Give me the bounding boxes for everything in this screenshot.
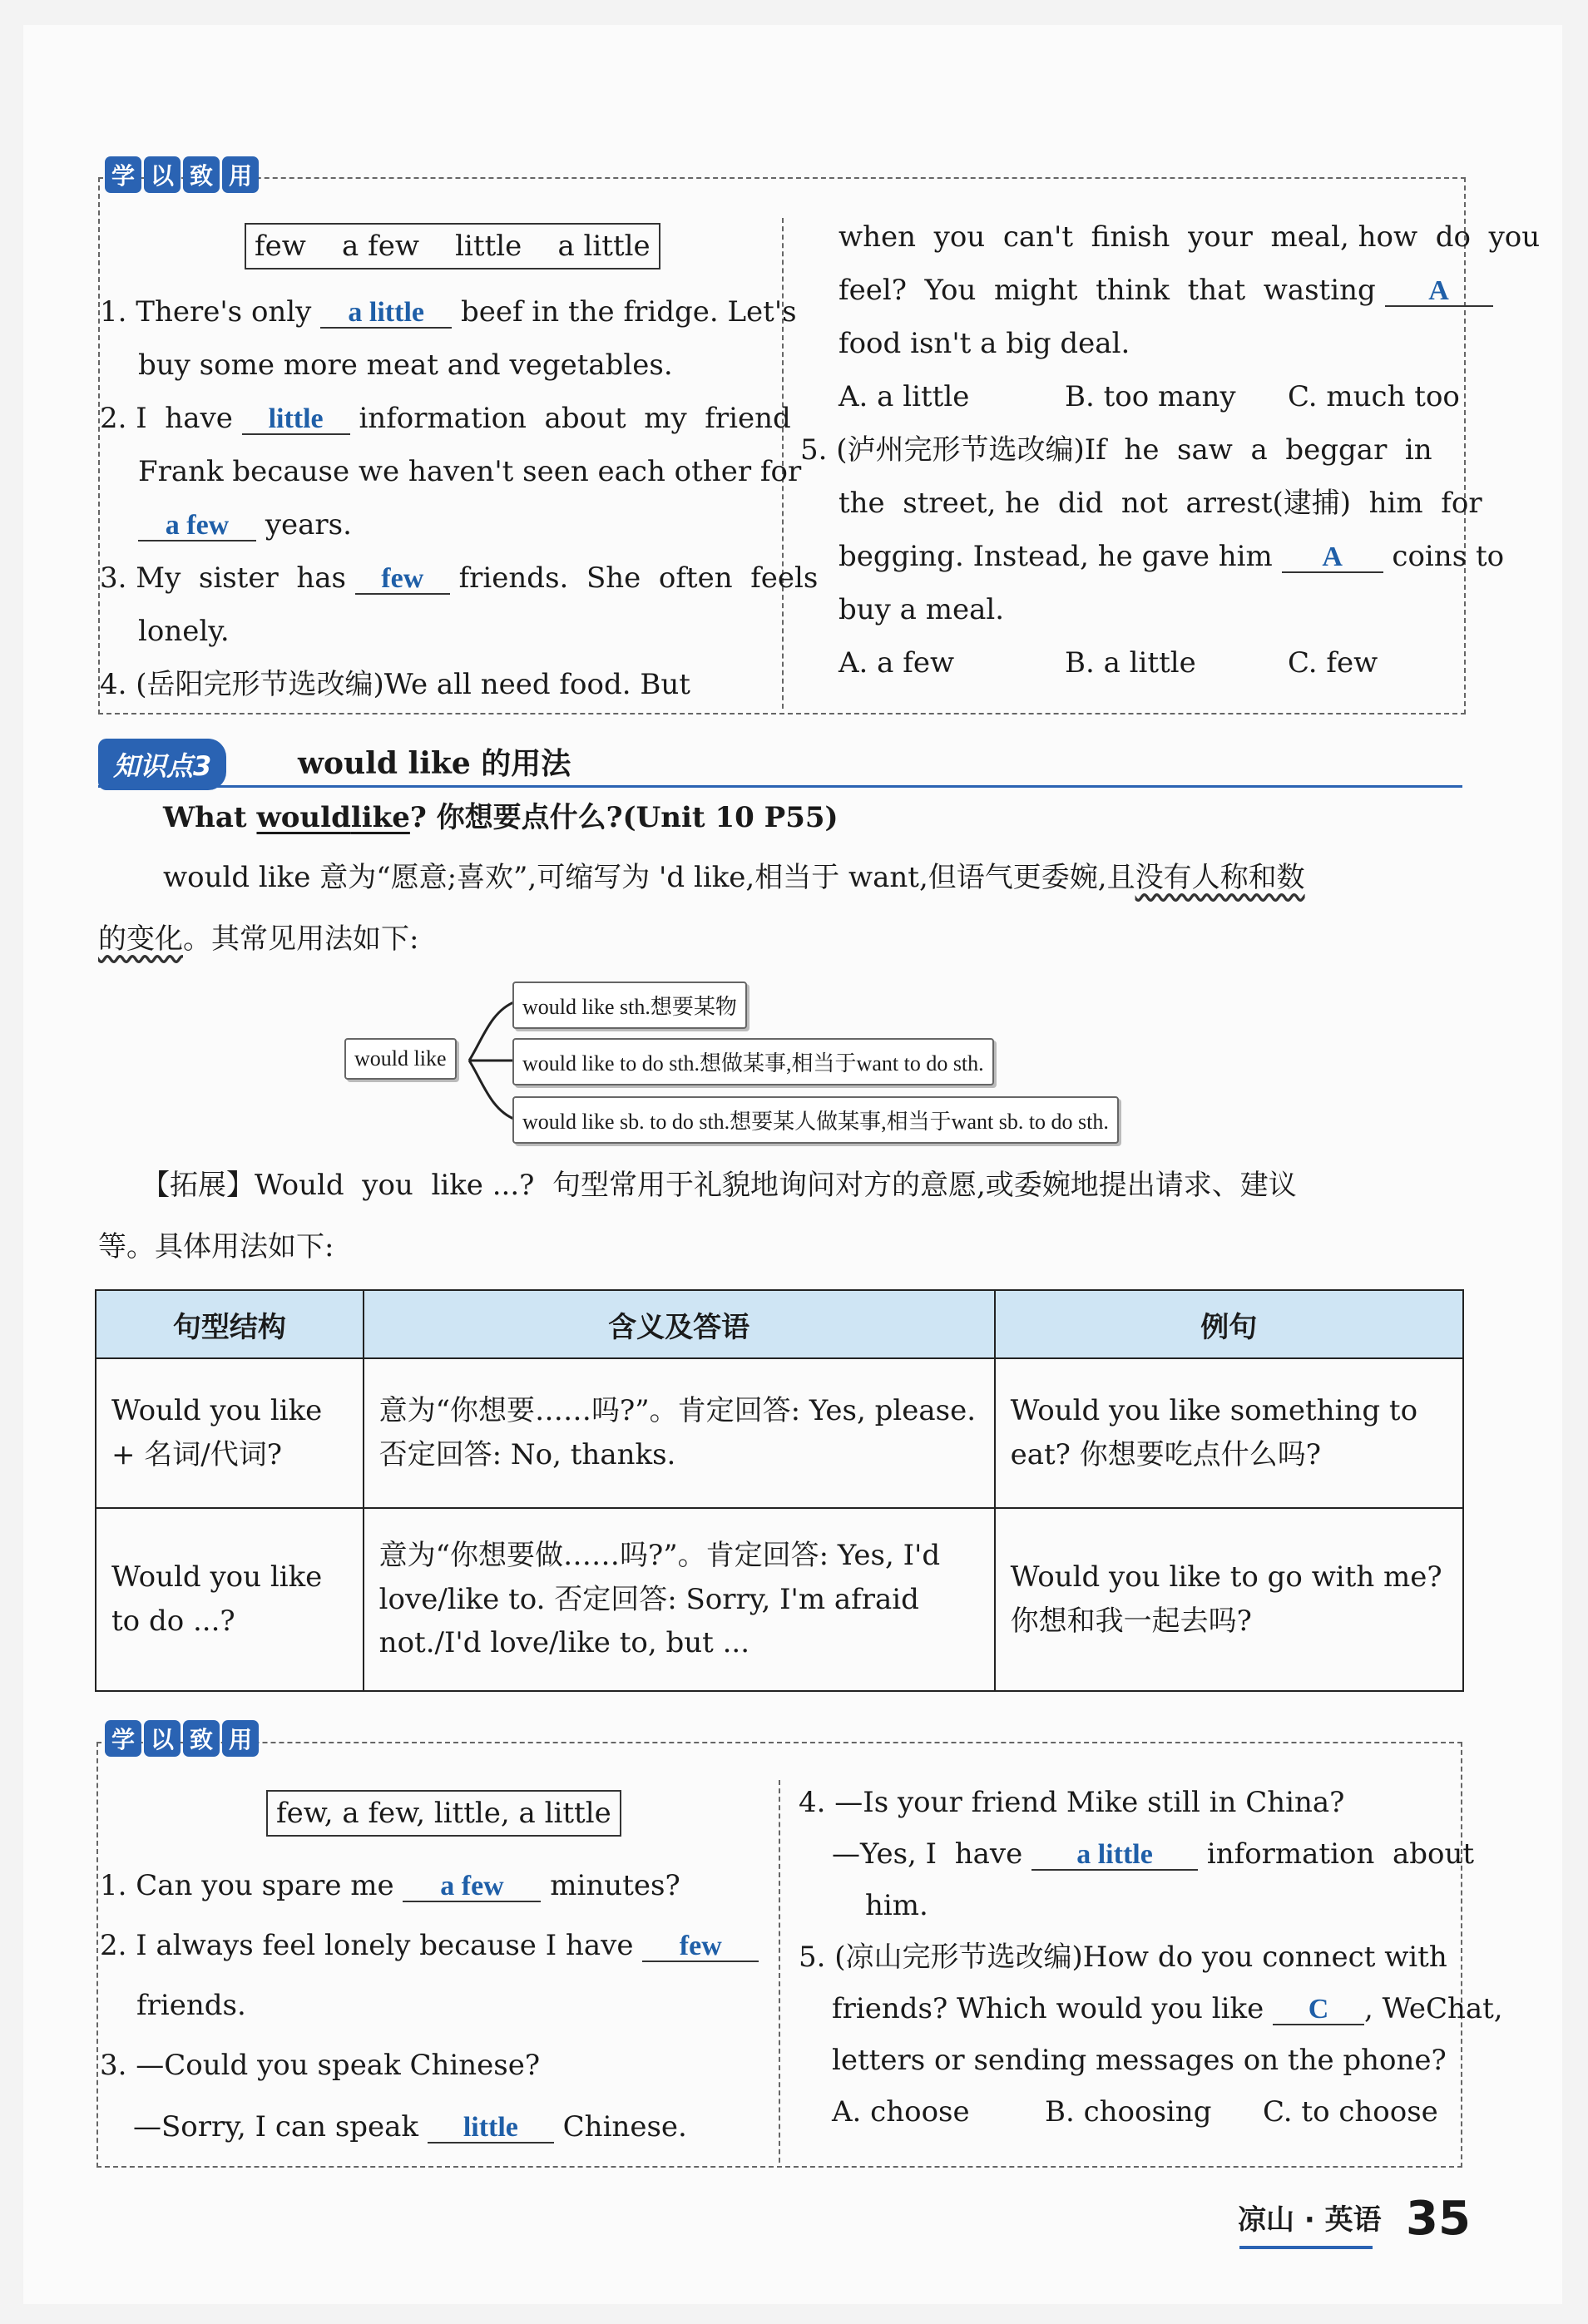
map-root: would like	[344, 1038, 457, 1080]
q4-line2: when you can't finish your meal, how do you	[839, 220, 1541, 254]
usage-paragraph-line2: 的变化。其常见用法如下:	[98, 922, 419, 956]
example-sentence: What wouldlike? 你想要点什么?(Unit 10 P55)	[163, 801, 839, 834]
extension-line1: 【拓展】Would you like ...? 句型常用于礼貌地询问对方的意愿,或委婉地提出请求、建议	[141, 1169, 1297, 1202]
ex2-q5-line1: 5. (凉山完形节选改编)How do you connect with	[799, 1941, 1447, 1974]
ex2-q4-line3: him.	[865, 1889, 928, 1922]
answer: a few	[165, 510, 230, 541]
q5-option-c: C. few	[1288, 646, 1378, 680]
q5-option-a: A. a few	[839, 646, 955, 680]
q3-line2: lonely.	[138, 615, 230, 648]
table-cell: 意为“你想要做……吗?”。肯定回答: Yes, I'd love/like to. 否定回答: Sorry, I'm afraid not./I'd love/like to, but ...	[364, 1508, 995, 1691]
ex2-q4-line2: —Yes, I have a little information about	[832, 1837, 1475, 1871]
ex2-q2-line1: 2. I always feel lonely because I have few	[100, 1931, 759, 1962]
ex2-q5-option-a: A. choose	[832, 2095, 970, 2129]
q4-option-c: C. much too	[1288, 380, 1460, 413]
ex2-q5-line3: letters or sending messages on the phone?	[832, 2044, 1447, 2077]
q5-line1: 5. (泸州完形节选改编)If he saw a beggar in	[800, 433, 1432, 467]
q5-line3: begging. Instead, he gave him A coins to	[839, 540, 1505, 573]
table-row	[96, 1358, 1463, 1508]
column-divider-2	[779, 1780, 780, 2163]
page-number: 35	[1406, 2192, 1471, 2246]
answer: little	[463, 2112, 518, 2143]
answer: a few	[440, 1871, 504, 1901]
table-row	[96, 1508, 1463, 1691]
ex2-q3-line1: 3. —Could you speak Chinese?	[100, 2049, 541, 2082]
table-cell: Would you like + 名词/代词?	[96, 1358, 364, 1508]
table-cell: Would you like something to eat? 你想要吃点什么吗?	[995, 1358, 1463, 1508]
table-cell: Would you like to do ...?	[96, 1508, 364, 1691]
map-branch-sth: would like sth.想要某物	[512, 982, 747, 1029]
extension-line2: 等。具体用法如下:	[98, 1230, 334, 1263]
map-branch-to-do: would like to do sth.想做某事,相当于want to do sth.	[512, 1038, 994, 1085]
map-branch-sb-to-do: would like sb. to do sth.想要某人做某事,相当于want sb. to do sth.	[512, 1096, 1119, 1144]
answer: a little	[1076, 1839, 1153, 1870]
table-cell: Would you like to go with me? 你想和我一起去吗?	[995, 1508, 1463, 1691]
word-bank-2: few, a few, little, a little	[266, 1790, 621, 1837]
answer: a little	[348, 297, 424, 328]
table-header: 含义及答语	[364, 1290, 995, 1358]
q4-line4: food isn't a big deal.	[839, 327, 1130, 360]
q4-option-a: A. a little	[839, 380, 970, 413]
ex2-q5-option-c: C. to choose	[1263, 2095, 1438, 2129]
footer-label: 凉山 · 英语	[1238, 2203, 1382, 2237]
title-underline	[98, 785, 1462, 788]
q2-line1: 2. I have little information about my friend	[100, 402, 791, 435]
knowledge-point-badge: 知识点3	[98, 739, 226, 790]
answer: A	[1428, 275, 1449, 306]
answer: A	[1322, 541, 1343, 572]
ex2-q5-option-b: B. choosing	[1045, 2095, 1212, 2129]
q1-line1: 1. There's only a little beef in the fridge. Let's	[100, 295, 797, 329]
q1-line2: buy some more meat and vegetables.	[138, 349, 673, 382]
table-cell: 意为“你想要……吗?”。肯定回答: Yes, please. 否定回答: No, thanks.	[364, 1358, 995, 1508]
footer-rule	[1239, 2246, 1373, 2249]
q5-line4: buy a meal.	[839, 593, 1005, 626]
q5-option-b: B. a little	[1065, 646, 1196, 680]
ex2-q1: 1. Can you spare me a few minutes?	[100, 1869, 680, 1902]
q4-line1: 4. (岳阳完形节选改编)We all need food. But	[100, 668, 690, 701]
answer: few	[679, 1931, 722, 1961]
usage-paragraph-line1: would like 意为“愿意;喜欢”,可缩写为 'd like,相当于 want,但语气更委婉,且没有人称和数	[163, 861, 1305, 894]
answer: C	[1308, 1994, 1329, 2025]
practice-badge-1: 学 以 致 用	[105, 156, 259, 193]
table-header: 例句	[995, 1290, 1463, 1358]
knowledge-point-title: would like 的用法	[298, 746, 571, 781]
answer: few	[381, 563, 424, 594]
usage-table	[95, 1289, 1464, 1692]
q2-line3: a few years.	[138, 511, 352, 541]
practice-badge-2: 学 以 致 用	[105, 1720, 259, 1757]
word-bank-1: few a few little a little	[245, 223, 660, 269]
table-header-row	[96, 1290, 1463, 1358]
ex2-q3-line2: —Sorry, I can speak little Chinese.	[133, 2110, 687, 2144]
q5-line2: the street, he did not arrest(逮捕) him for	[839, 487, 1482, 520]
q2-line2: Frank because we haven't seen each other for	[138, 455, 802, 488]
table-header: 句型结构	[96, 1290, 364, 1358]
ex2-q4-line1: 4. —Is your friend Mike still in China?	[799, 1786, 1345, 1819]
q4-line3: feel? You might think that wasting A	[839, 276, 1493, 307]
ex2-q5-line2: friends? Which would you like C , WeChat,	[832, 1992, 1503, 2025]
q4-option-b: B. too many	[1065, 380, 1236, 413]
ex2-q2-line2: friends.	[136, 1989, 246, 2022]
answer: little	[268, 403, 324, 434]
q3-line1: 3. My sister has few friends. She often feels	[100, 561, 819, 595]
